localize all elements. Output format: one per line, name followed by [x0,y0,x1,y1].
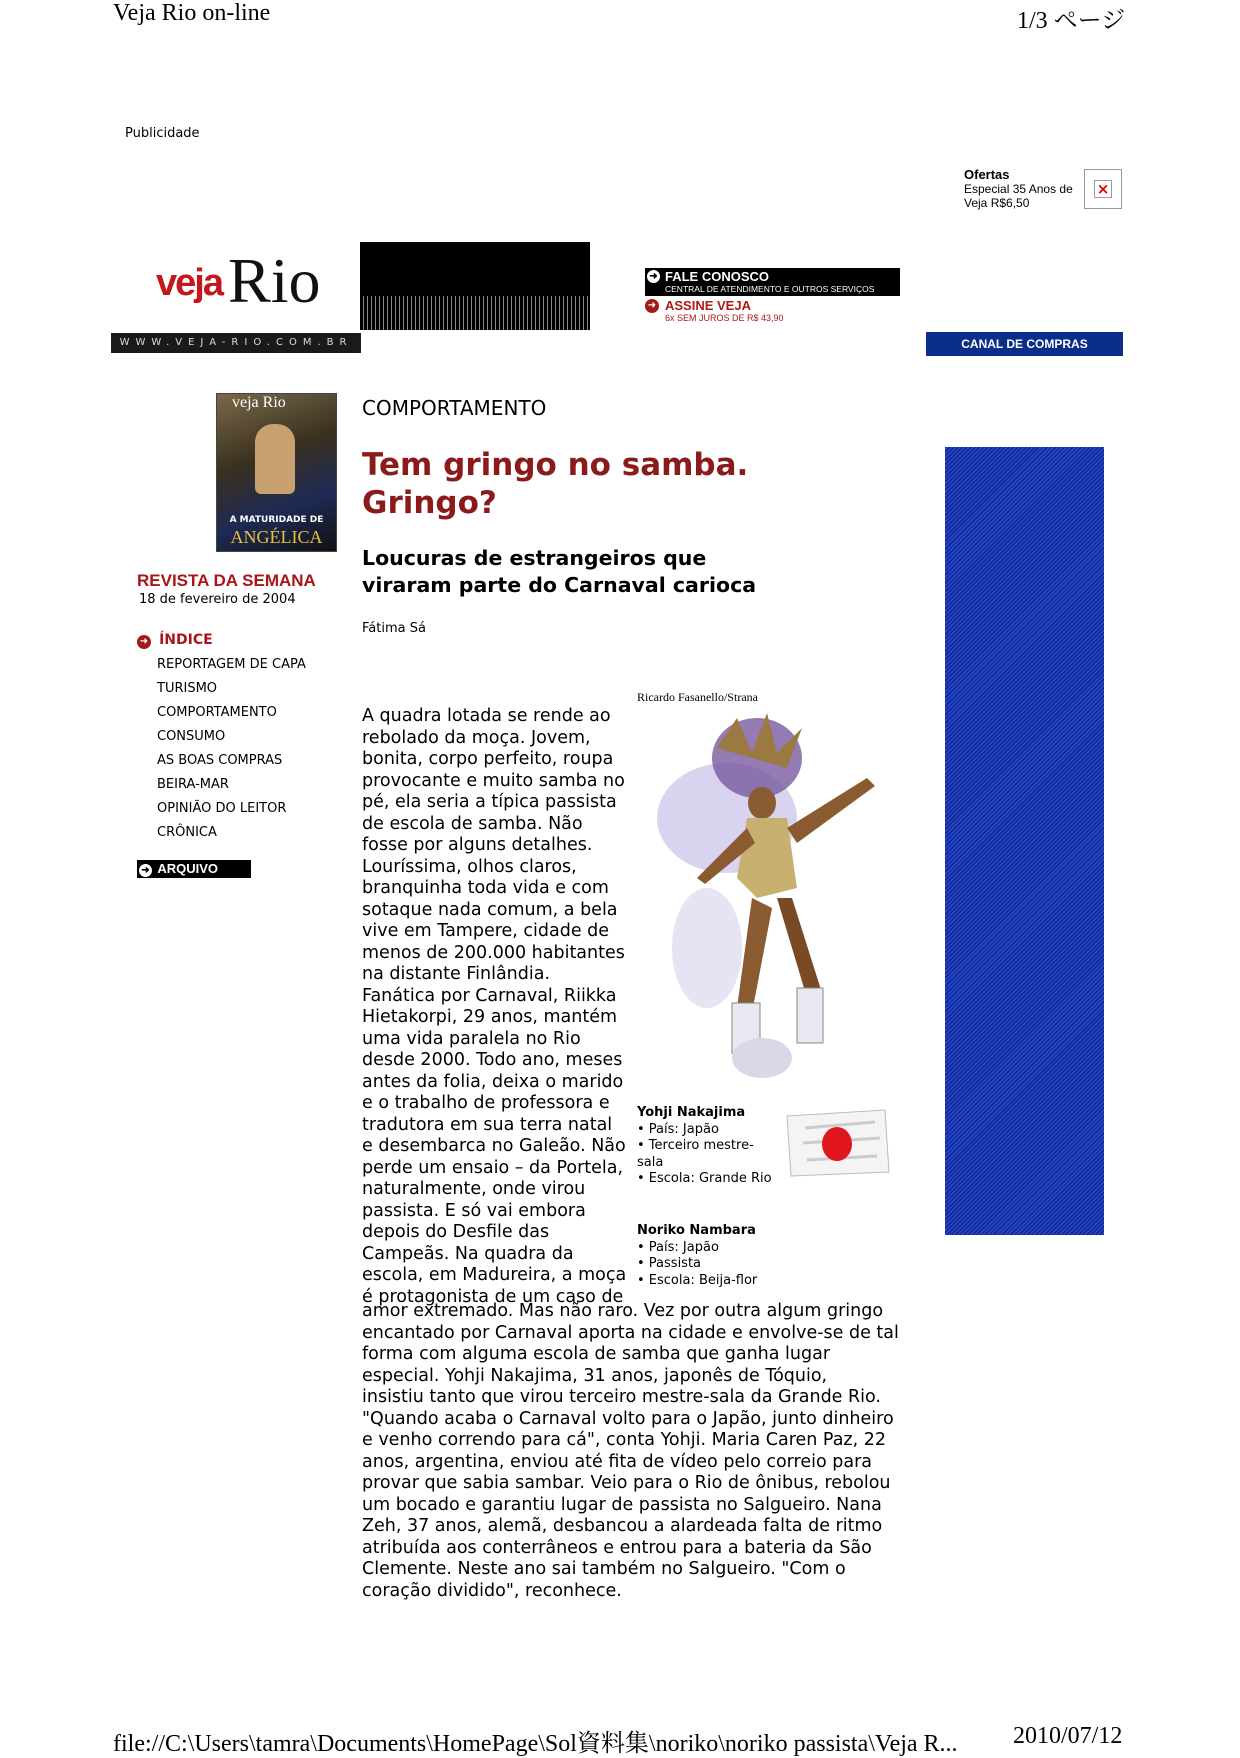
photo-credit: Ricardo Fasanello/Strana [637,690,758,704]
article-subtitle-line-2: viraram parte do Carnaval carioca [362,573,757,597]
body-line: de escola de samba. Não [362,813,583,834]
body-line: insistiu tanto que virou terceiro mestre-sala da Grande Rio. [362,1387,881,1407]
body-line: na distante Finlândia. [362,964,551,984]
revista-da-semana-title[interactable]: REVISTA DA SEMANA [137,571,316,590]
fale-conosco-label: FALE CONOSCO [665,269,770,284]
caption-yohji [637,1105,777,1188]
body-line: provar que sabia sambar. Veio para o Rio de ônibus, rebolou [362,1473,891,1493]
body-line: coração dividido", reconhece. [362,1580,622,1601]
logo-rio: Rio [228,245,321,316]
body-line: depois do Desfile das [362,1222,550,1242]
magazine-cover-image[interactable] [216,393,337,552]
banner-box[interactable] [360,242,590,330]
issue-date: 18 de fevereiro de 2004 [139,592,296,607]
cover-logo: veja Rio [232,394,286,411]
body-line: Campeãs. Na quadra da [362,1243,574,1264]
body-line: amor extremado. Mas não raro. Vez por outra algum gringo [362,1301,884,1321]
body-line: especial. Yohji Nakajima, 31 anos, japonês de Tóquio, [362,1365,828,1386]
print-footer-path: file://C:\Users\tamra\Documents\HomePage\Sol資料集\noriko\noriko passista\Veja R... [113,1731,958,1757]
body-line: antes da folia, deixa o marido [362,1071,624,1092]
article-title-line-1: Tem gringo no samba. [362,447,749,483]
body-line: vive em Tampere, cidade de [362,921,610,941]
body-line: um bocado e garantiu lugar de passista no Salgueiro. Nana [362,1494,882,1515]
body-line: bonita, corpo perfeito, roupa [362,749,614,769]
sidebar-item-opiniao-do-leitor[interactable]: OPINIÃO DO LEITOR [157,801,287,816]
body-line: naturalmente, onde virou [362,1179,586,1199]
body-line: sotaque nada comum, a bela [362,899,618,920]
arquivo-link[interactable] [137,860,251,878]
article-body-narrow [362,706,632,1308]
site-url-bar[interactable]: WWW.VEJA-RIO.COM.BR [111,333,361,353]
body-line: provocante e muito samba no [362,770,625,791]
indice-label: ÍNDICE [159,632,213,648]
caption-line: • País: Japão [637,1239,719,1255]
body-line: rebolado da moça. Jovem, [362,727,591,748]
body-line: anos, argentina, enviou até fita de vídeo pelo correio para [362,1451,873,1472]
indice-link[interactable] [137,629,213,647]
assine-veja-sub: 6x SEM JUROS DE R$ 43,90 [665,313,784,323]
caption-line: • País: Japão [637,1121,719,1137]
body-line: encantado por Carnaval aporta na cidade e envolve-se de tal [362,1322,899,1343]
body-line: forma com alguma escola de samba que ganha lugar [362,1344,831,1364]
caption-line: • Passista [637,1256,702,1271]
body-line: branquinha toda vida e com [362,878,609,898]
sidebar-item-comportamento[interactable]: COMPORTAMENTO [157,705,277,720]
side-banner-ad[interactable] [945,447,1104,1235]
offer-box[interactable] [964,167,1084,210]
sidebar-item-as-boas-compras[interactable]: AS BOAS COMPRAS [157,753,283,768]
body-line: tradutora em sua terra natal [362,1114,613,1135]
sidebar-item-consumo[interactable]: CONSUMO [157,729,226,744]
sidebar-item-cronica[interactable]: CRÔNICA [157,825,217,840]
arrow-icon: ➜ [647,270,660,283]
broken-image-icon: × [1084,169,1122,209]
canal-de-compras-button[interactable]: CANAL DE COMPRAS [926,332,1123,356]
body-line: uma vida paralela no Rio [362,1028,581,1049]
body-line: escola, em Madureira, a moça [362,1265,627,1285]
body-line: pé, ela seria a típica passista [362,792,617,812]
body-line: e venho correndo para cá", conta Yohji. Maria Caren Paz, 22 [362,1430,886,1450]
body-line: Clemente. Neste ano sai também no Salgueiro. "Com o [362,1559,846,1579]
ad-label: Publicidade [125,126,200,141]
body-line: "Quando acaba o Carnaval volto para o Japão, junto dinheiro [362,1408,894,1429]
print-footer-date: 2010/07/12 [1013,1723,1123,1749]
caption-line: • Terceiro mestre- [637,1138,754,1153]
sidebar-item-reportagem-de-capa[interactable]: REPORTAGEM DE CAPA [157,657,306,672]
print-header-title: Veja Rio on-line [113,0,271,26]
caption-name: Noriko Nambara [637,1223,756,1238]
article-body-wide [362,1301,922,1602]
body-line: atribuída aos conterrâneos e entrou para a bateria da São [362,1537,872,1558]
article-author: Fátima Sá [362,621,426,636]
body-line: fosse por alguns detalhes. [362,835,593,855]
caption-name: Yohji Nakajima [637,1105,746,1120]
fale-conosco-sub: CENTRAL DE ATENDIMENTO E OUTROS SERVIÇOS [665,284,875,294]
body-line: Zeh, 37 anos, alemã, desbancou a alardeada falta de ritmo [362,1516,883,1536]
sidebar-nav [157,657,306,849]
arrow-icon: ➜ [139,864,152,877]
fale-conosco-link[interactable] [645,268,900,296]
article-title [362,446,748,522]
body-line: e desembarca no Galeão. Não [362,1136,626,1156]
print-header-page: 1/3 ページ [1017,8,1126,34]
article-subtitle [362,545,756,599]
japan-flag-image [785,1108,890,1178]
samba-dancer-photo [637,708,907,1098]
body-line: menos de 200.000 habitantes [362,942,625,963]
body-line: passista. E só vai embora [362,1200,586,1221]
section-label: COMPORTAMENTO [362,396,547,420]
sidebar-item-beira-mar[interactable]: BEIRA-MAR [157,777,229,792]
body-line: e o trabalho de professora e [362,1093,610,1113]
arrow-icon: ➜ [645,299,659,313]
body-line: é protagonista de um caso de [362,1286,624,1307]
body-line: Fanática por Carnaval, Riikka [362,985,617,1006]
offer-title[interactable]: Ofertas [964,167,1010,182]
article-subtitle-line-1: Loucuras de estrangeiros que [362,546,707,570]
caption-line: • Escola: Grande Rio [637,1171,772,1186]
caption-line: • Escola: Beija-flor [637,1272,758,1288]
cover-figure [255,424,295,494]
article-title-line-2: Gringo? [362,485,497,521]
arquivo-label: ARQUIVO [157,861,219,876]
assine-veja-link[interactable] [645,298,900,326]
body-line: Louríssima, olhos claros, [362,856,577,877]
cover-headline-1: A MATURIDADE DE [229,515,324,525]
arrow-icon: ➜ [137,635,151,649]
cover-headline-2: ANGÉLICA [230,527,323,547]
caption-noriko [637,1223,797,1289]
veja-rio-logo[interactable] [112,244,362,329]
body-line: Hietakorpi, 29 anos, mantém [362,1007,618,1027]
body-line: perde um ensaio – da Portela, [362,1157,624,1178]
body-line: desde 2000. Todo ano, meses [362,1050,623,1070]
caption-line: sala [637,1154,664,1170]
sidebar-item-turismo[interactable]: TURISMO [157,681,218,696]
offer-text[interactable]: Especial 35 Anos de Veja R$6,50 [964,182,1073,210]
assine-veja-label: ASSINE VEJA [665,298,751,313]
logo-veja: veja [156,262,222,304]
body-line: A quadra lotada se rende ao [362,706,611,726]
